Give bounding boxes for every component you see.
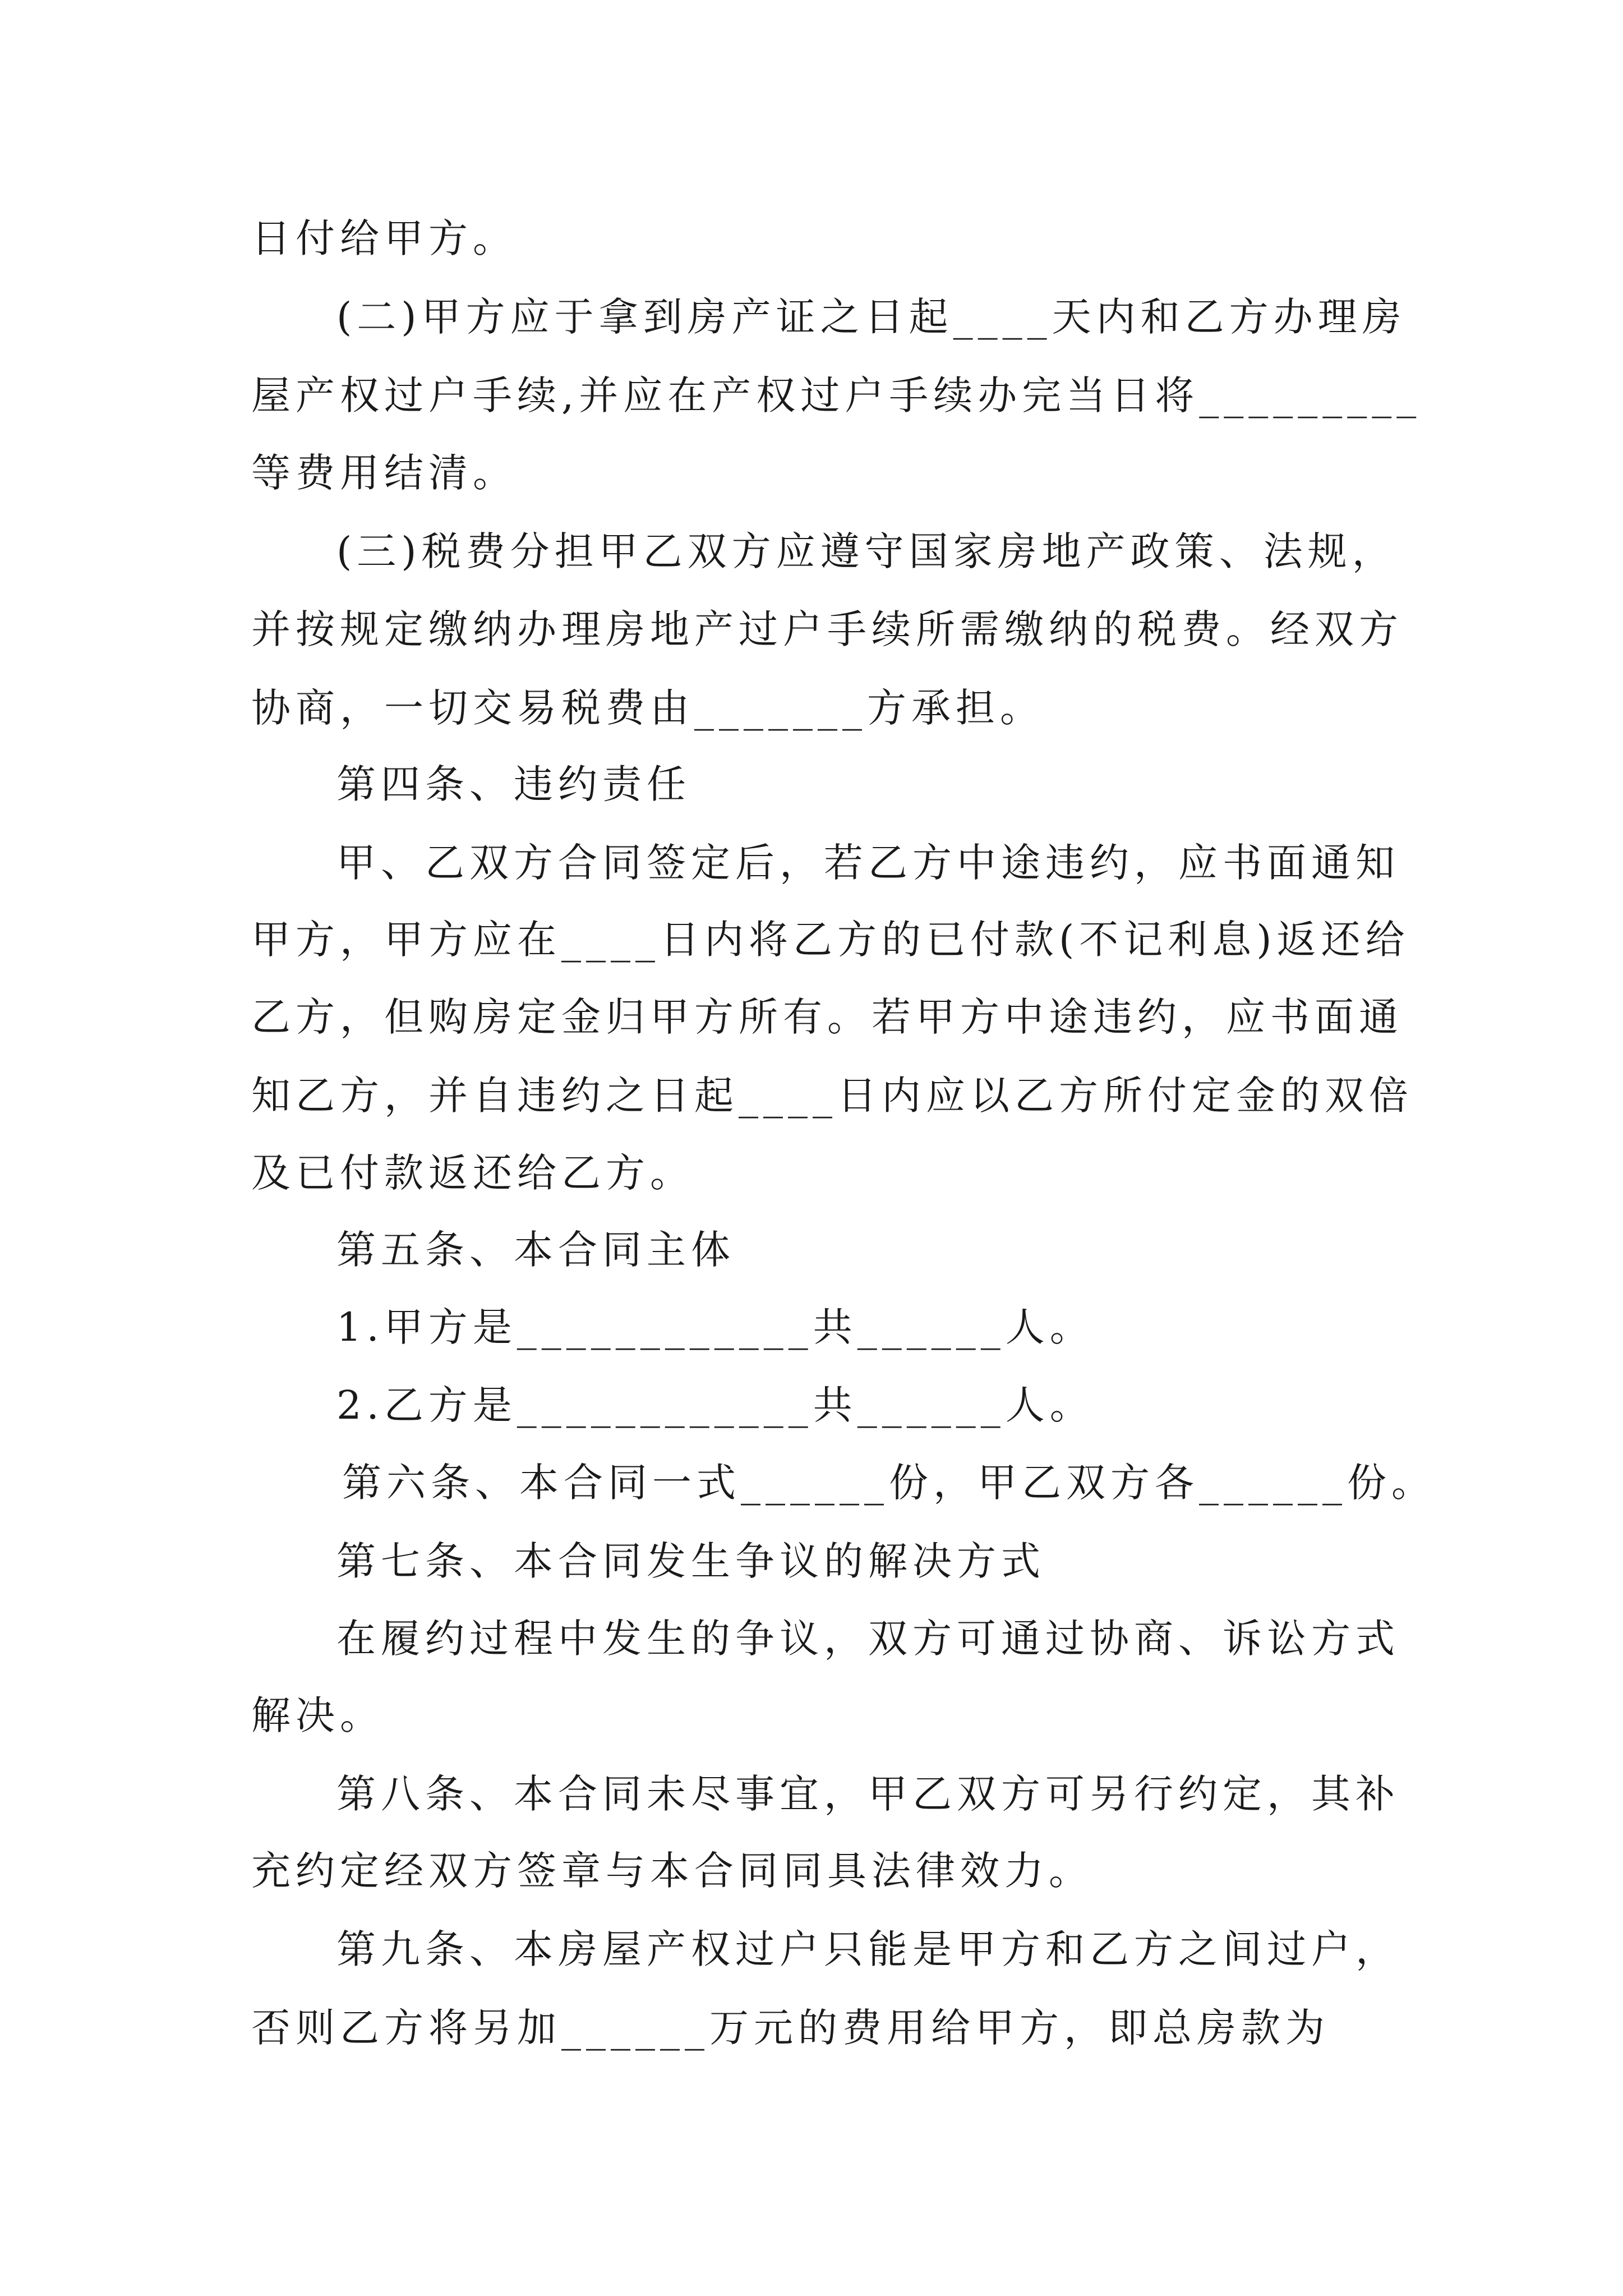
section-heading: 第七条、本合同发生争议的解决方式: [336, 1538, 1045, 1584]
text-line: 在履约过程中发生的争议，双方可通过协商、诉讼方式: [336, 1616, 1400, 1662]
section-heading: 第八条、本合同未尽事宜，甲乙双方可另行约定，其补: [336, 1771, 1400, 1817]
section-heading: 第九条、本房屋产权过户只能是甲方和乙方之间过户，: [336, 1926, 1400, 1972]
text-line: 并按规定缴纳办理房地产过户手续所需缴纳的税费。经双方: [251, 606, 1403, 652]
text-line: (二)甲方应于拿到房产证之日起____天内和乙方办理房: [336, 294, 1407, 340]
text-line: 等费用结清。: [251, 450, 517, 496]
text-line: 乙方，但购房定金归甲方所有。若甲方中途违约，应书面通: [251, 994, 1403, 1040]
section-heading: 第四条、违约责任: [336, 761, 691, 807]
text-line: 充约定经双方签章与本合同同具法律效力。: [251, 1848, 1093, 1894]
section-heading: 第五条、本合同主体: [336, 1227, 735, 1273]
text-line: 屋产权过户手续,并应在产权过户手续办完当日将_________: [251, 372, 1422, 418]
text-line: 甲、乙双方合同签定后，若乙方中途违约，应书面通知: [336, 840, 1400, 886]
text-line: 2.乙方是____________共______人。: [336, 1382, 1094, 1428]
text-line: 协商，一切交易税费由_______方承担。: [251, 685, 1044, 731]
text-line: 甲方，甲方应在____日内将乙方的已付款(不记利息)返还给: [251, 917, 1410, 963]
section-heading: 第六条、本合同一式______份，甲乙双方各______份。: [342, 1460, 1436, 1506]
text-line: 及已付款返还给乙方。: [251, 1150, 694, 1196]
text-line: 知乙方，并自违约之日起____日内应以乙方所付定金的双倍: [251, 1073, 1413, 1119]
text-line: (三)税费分担甲乙双方应遵守国家房地产政策、法规，: [336, 528, 1396, 574]
text-line: 日付给甲方。: [251, 215, 517, 261]
text-line: 否则乙方将另加______万元的费用给甲方，即总房款为: [251, 2005, 1330, 2051]
text-line: 1.甲方是____________共______人。: [336, 1304, 1094, 1350]
text-line: 解决。: [251, 1692, 384, 1738]
